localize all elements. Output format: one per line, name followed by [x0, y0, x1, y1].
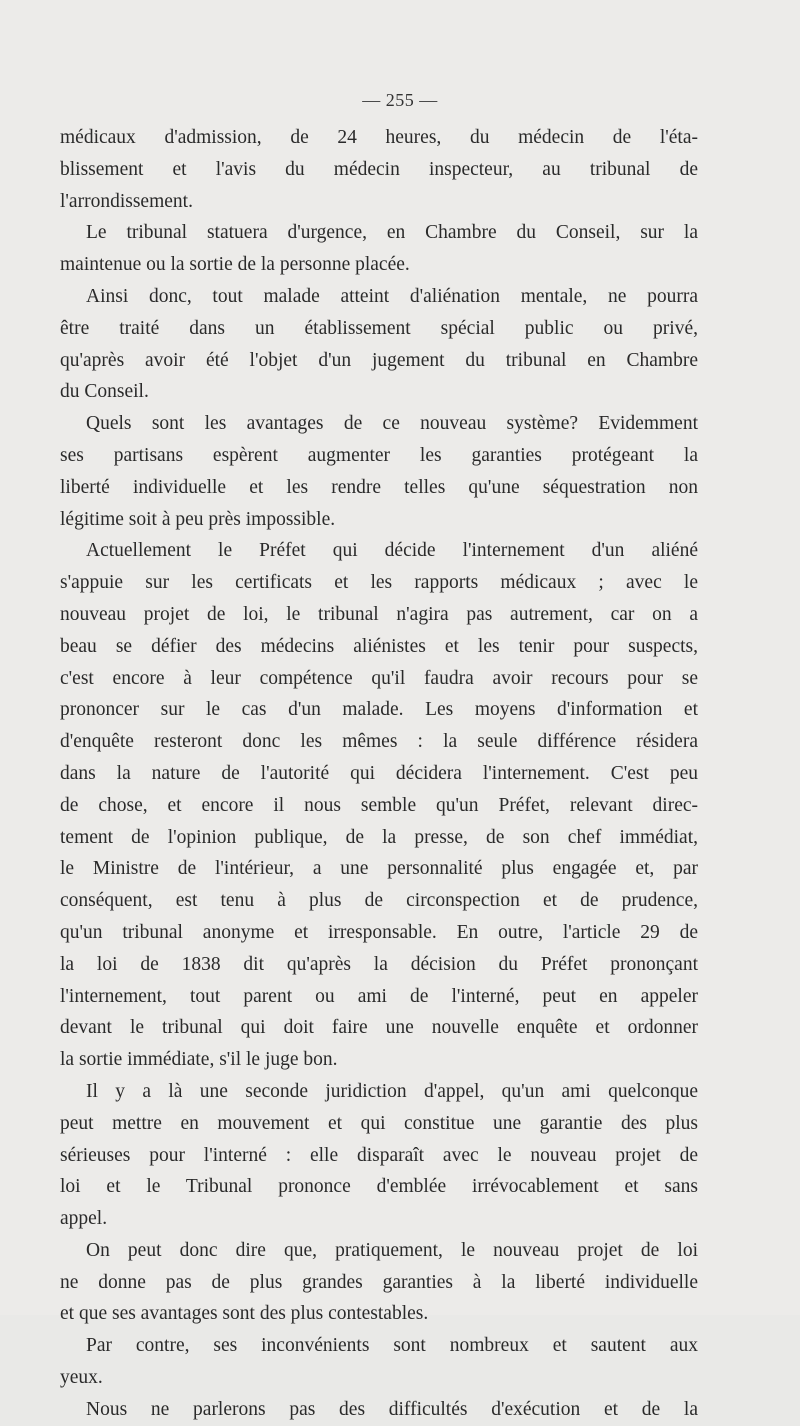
text-line: qu'un tribunal anonyme et irresponsable. En outre, l'article 29 de	[60, 921, 698, 943]
text-line: Actuellement le Préfet qui décide l'internement d'un aliéné	[86, 540, 698, 562]
text-line: liberté individuelle et les rendre telles qu'une séquestration non	[60, 476, 698, 498]
text-line: c'est encore à leur compétence qu'il faudra avoir recours pour se	[60, 667, 698, 689]
text-line: l'internement, tout parent ou ami de l'interné, peut en appeler	[60, 985, 698, 1007]
text-line: peut mettre en mouvement et qui constitue une garantie des plus	[60, 1112, 698, 1134]
text-line: être traité dans un établissement spécial public ou privé,	[60, 317, 698, 339]
text-line: ses partisans espèrent augmenter les garanties protégeant la	[60, 444, 698, 466]
text-line: Ainsi donc, tout malade atteint d'aliénation mentale, ne pourra	[86, 285, 698, 307]
text-line: conséquent, est tenu à plus de circonspection et de prudence,	[60, 890, 698, 912]
text-line: s'appuie sur les certificats et les rapports médicaux ; avec le	[60, 572, 698, 594]
text-line: la loi de 1838 dit qu'après la décision du Préfet prononçant	[60, 953, 698, 975]
text-line: du Conseil.	[60, 381, 149, 403]
text-line: le Ministre de l'intérieur, a une personnalité plus engagée et, par	[60, 858, 698, 880]
text-line: légitime soit à peu près impossible.	[60, 508, 336, 530]
text-line: tement de l'opinion publique, de la presse, de son chef immédiat,	[60, 826, 698, 848]
text-line: l'arrondissement.	[60, 190, 193, 212]
text-line: Le tribunal statuera d'urgence, en Chambre du Conseil, sur la	[86, 222, 698, 244]
text-line: sérieuses pour l'interné : elle disparaît avec le nouveau projet de	[60, 1144, 698, 1166]
page-number: — 255 —	[362, 90, 438, 110]
text-line: Il y a là une seconde juridiction d'appel, qu'un ami quelconque	[86, 1080, 698, 1102]
text-line: blissement et l'avis du médecin inspecteur, au tribunal de	[60, 158, 698, 180]
text-line: dans la nature de l'autorité qui décidera l'internement. C'est peu	[60, 762, 698, 784]
text-line: devant le tribunal qui doit faire une nouvelle enquête et ordonner	[60, 1017, 698, 1039]
text-line: qu'après avoir été l'objet d'un jugement du tribunal en Chambre	[60, 349, 698, 371]
text-line: yeux.	[60, 1367, 103, 1389]
text-line: et que ses avantages sont des plus contestables.	[60, 1303, 429, 1325]
text-line: d'enquête resteront donc les mêmes : la seule différence résidera	[60, 731, 698, 753]
text-line: prononcer sur le cas d'un malade. Les moyens d'information et	[60, 699, 698, 721]
text-line: ne donne pas de plus grandes garanties à la liberté individuelle	[60, 1271, 698, 1293]
text-line: maintenue ou la sortie de la personne placée.	[60, 254, 410, 276]
text-line: On peut donc dire que, pratiquement, le nouveau projet de loi	[86, 1239, 698, 1261]
text-line: la sortie immédiate, s'il le juge bon.	[60, 1049, 338, 1071]
text-line: Quels sont les avantages de ce nouveau système? Evidemment	[86, 413, 698, 435]
text-line: de chose, et encore il nous semble qu'un Préfet, relevant direc-	[60, 794, 698, 816]
text-line: appel.	[60, 1208, 108, 1230]
text-line: nouveau projet de loi, le tribunal n'agira pas autrement, car on a	[60, 603, 698, 625]
text-line: Nous ne parlerons pas des difficultés d'exécution et de la	[86, 1398, 698, 1420]
text-line: médicaux d'admission, de 24 heures, du médecin de l'éta-	[60, 127, 698, 148]
text-line: loi et le Tribunal prononce d'emblée irrévocablement et sans	[60, 1176, 698, 1198]
text-line: Par contre, ses inconvénients sont nombreux et sautent aux	[86, 1335, 698, 1357]
text-line: beau se défier des médecins aliénistes et les tenir pour suspects,	[60, 635, 698, 657]
body-text	[60, 122, 698, 1426]
